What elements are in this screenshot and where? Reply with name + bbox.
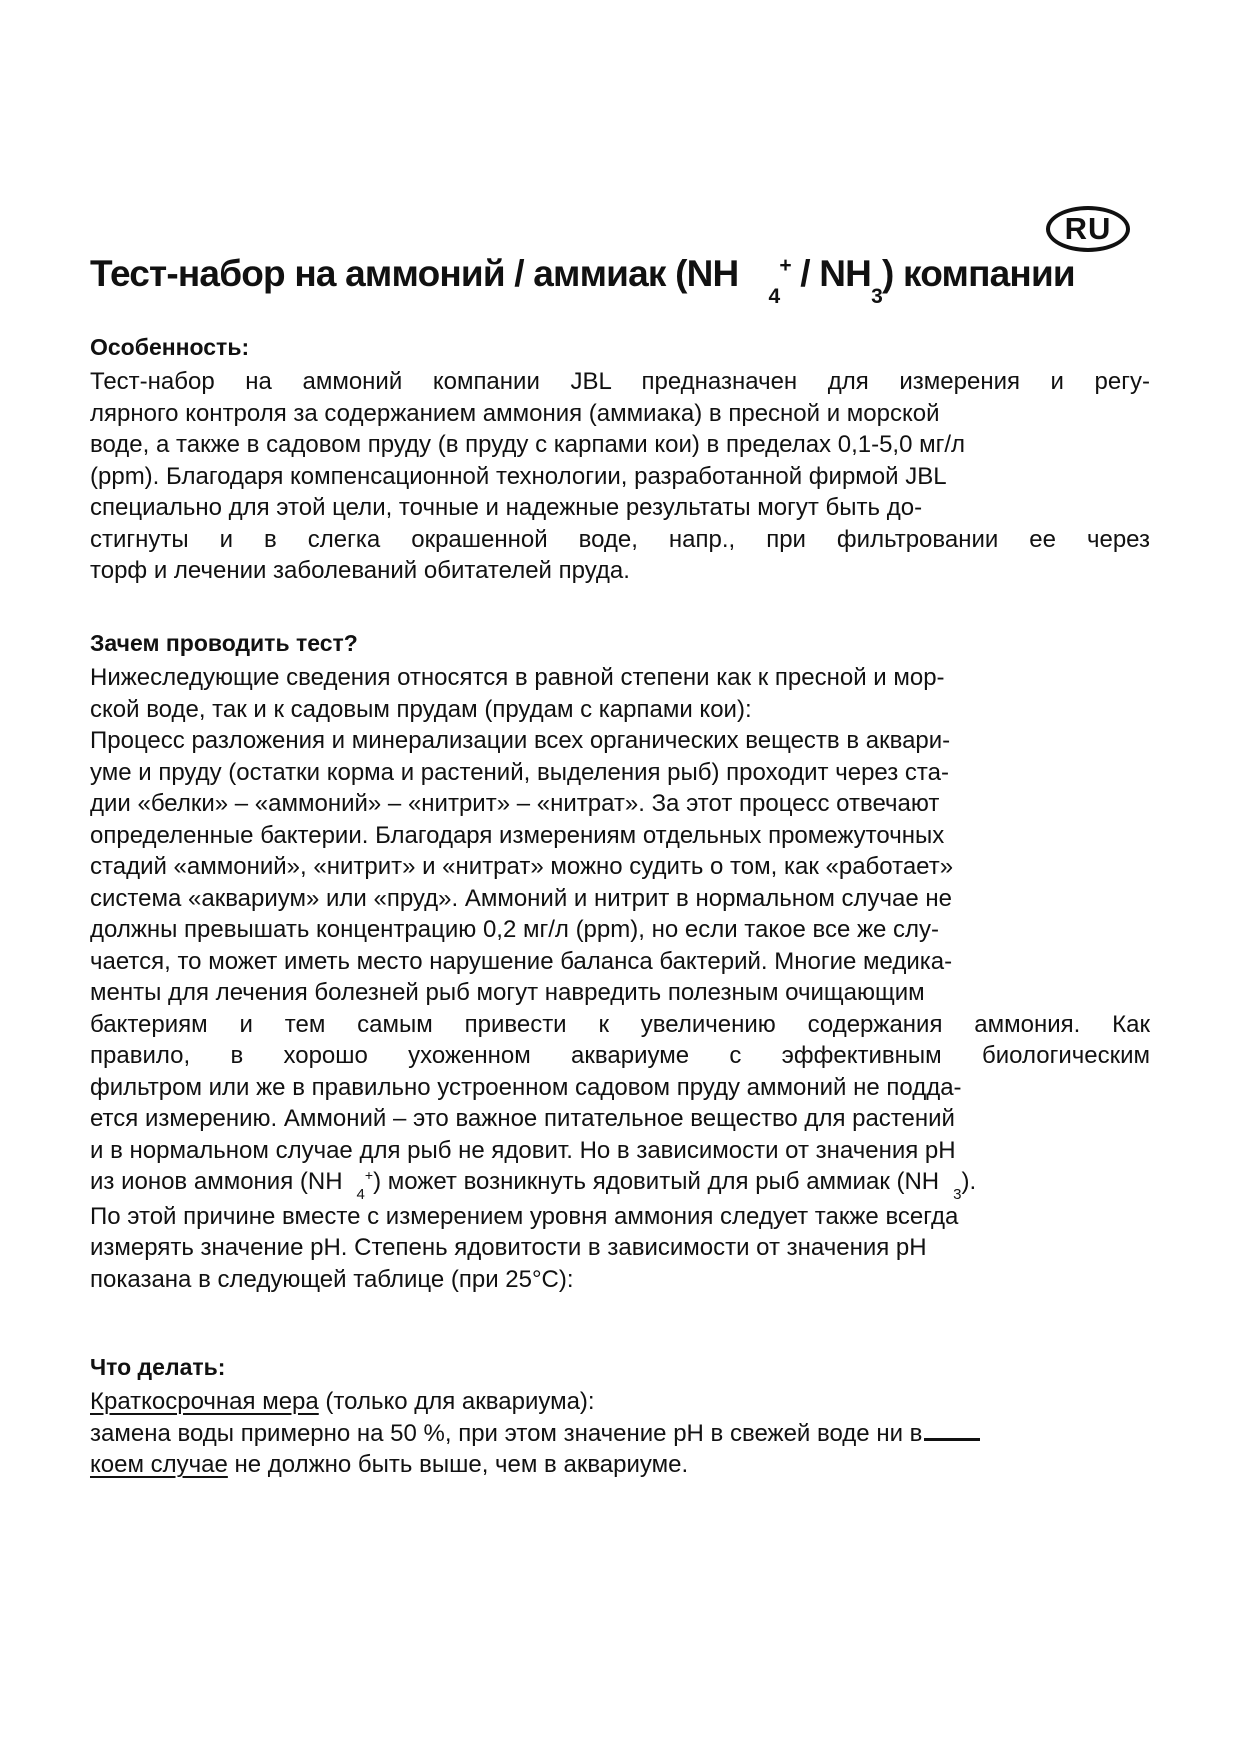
why-line: фильтром или же в правильно устроенном садовом пруду аммоний не подда- xyxy=(90,1073,962,1101)
title-subscript-4: 4 xyxy=(768,285,780,308)
feature-line: воде, а также в садовом пруду (в пруду с карпами кои) в пределах 0,1-5,0 мг/л xyxy=(90,431,966,458)
feature-section xyxy=(90,332,1150,587)
why-line: и в нормальном случае для рыб не ядовит. Но в зависимости от значения pH xyxy=(90,1136,956,1164)
page-title xyxy=(90,253,1075,308)
why-line: чается, то может иметь место нарушение баланса бактерий. Многие медика- xyxy=(90,947,953,975)
why-line: бактериям и тем самым привести к увеличению содержания аммония. Как xyxy=(90,1010,1150,1038)
why-line: система «аквариум» или «пруд». Аммоний и нитрит в нормальном случае не xyxy=(90,884,953,912)
todo-section xyxy=(90,1352,1150,1481)
why-line: измерять значение pH. Степень ядовитости в зависимости от значения pH xyxy=(90,1234,927,1261)
todo-heading: Что делать: xyxy=(90,1354,226,1380)
why-line: Нижеследующие сведения относятся в равной степени как к пресной и мор- xyxy=(90,664,945,691)
why-line: показана в следующей таблице (при 25°C): xyxy=(90,1265,574,1293)
why-line: уме и пруду (остатки корма и растений, выделения рыб) проходит через ста- xyxy=(90,758,949,786)
title-subscript-3: 3 xyxy=(871,285,882,308)
todo-line-3: коем случае не должно быть выше, чем в аквариуме. xyxy=(90,1451,689,1478)
why-heading: Зачем проводить тест? xyxy=(90,630,358,656)
language-badge-label: RU xyxy=(1064,211,1112,246)
feature-line: торф и лечении заболеваний обитателей пруда. xyxy=(90,557,630,584)
feature-line: (ppm). Благодаря компенсационной технологии, разработанной фирмой JBL xyxy=(90,462,947,490)
short-term-measure-label: Краткосрочная мера xyxy=(90,1388,319,1415)
why-line: определенные бактерии. Благодаря измерениям отдельных промежуточных xyxy=(90,821,945,849)
title-suffix: ) компании xyxy=(881,253,1075,294)
why-line: ется измерению. Аммоний – это важное питательное вещество для растений xyxy=(90,1105,955,1132)
why-line: менты для лечения болезней рыб могут навредить полезным очищающим xyxy=(90,979,925,1006)
why-section xyxy=(90,628,1150,1295)
todo-line-1: Краткосрочная мера (только для аквариума): xyxy=(90,1388,595,1415)
feature-heading: Особенность: xyxy=(90,334,250,360)
why-line: По этой причине вместе с измерением уровня аммония следует также всегда xyxy=(90,1202,959,1230)
feature-paragraph xyxy=(90,366,1150,587)
why-line: ской воде, так и к садовым прудам (прудам с карпами кои): xyxy=(90,695,752,723)
underline-blank xyxy=(924,1418,980,1441)
why-line: Процесс разложения и минерализации всех органических веществ в аквари- xyxy=(90,727,951,754)
why-line: дии «белки» – «аммоний» – «нитрит» – «нитрат». За этот процесс отвечают xyxy=(90,790,940,817)
title-superscript-plus: + xyxy=(779,254,791,277)
title-prefix: Тест-набор на аммоний / аммиак (NH xyxy=(90,253,739,294)
todo-line-2: замена воды примерно на 50 %, при этом значение pH в свежей воде ни в xyxy=(90,1418,1150,1450)
title-middle: / NH xyxy=(790,253,872,294)
why-line: правило, в хорошо ухоженном аквариуме с эффективным биологическим xyxy=(90,1042,1150,1069)
feature-line: специально для этой цели, точные и надежные результаты могут быть до- xyxy=(90,494,923,521)
feature-line: Тест-набор на аммоний компании JBL предназначен для измерения и регу- xyxy=(90,368,1150,395)
why-line: должны превышать концентрацию 0,2 мг/л (ppm), но если такое все же слу- xyxy=(90,916,940,943)
feature-line: лярного контроля за содержанием аммония (аммиака) в пресной и морской xyxy=(90,399,940,427)
language-badge xyxy=(1046,206,1130,252)
feature-line: стигнуты и в слегка окрашенной воде, напр., при фильтровании ее через xyxy=(90,525,1150,553)
underlined-phrase: коем случае xyxy=(90,1451,228,1478)
why-paragraph xyxy=(90,662,1150,1295)
why-line: стадий «аммоний», «нитрит» и «нитрат» можно судить о том, как «работает» xyxy=(90,853,954,880)
todo-paragraph xyxy=(90,1386,1150,1481)
why-ion-line: из ионов аммония (NH $_4$+) может возникнуть ядовитый для рыб аммиак (NH $_3$). xyxy=(90,1167,977,1203)
